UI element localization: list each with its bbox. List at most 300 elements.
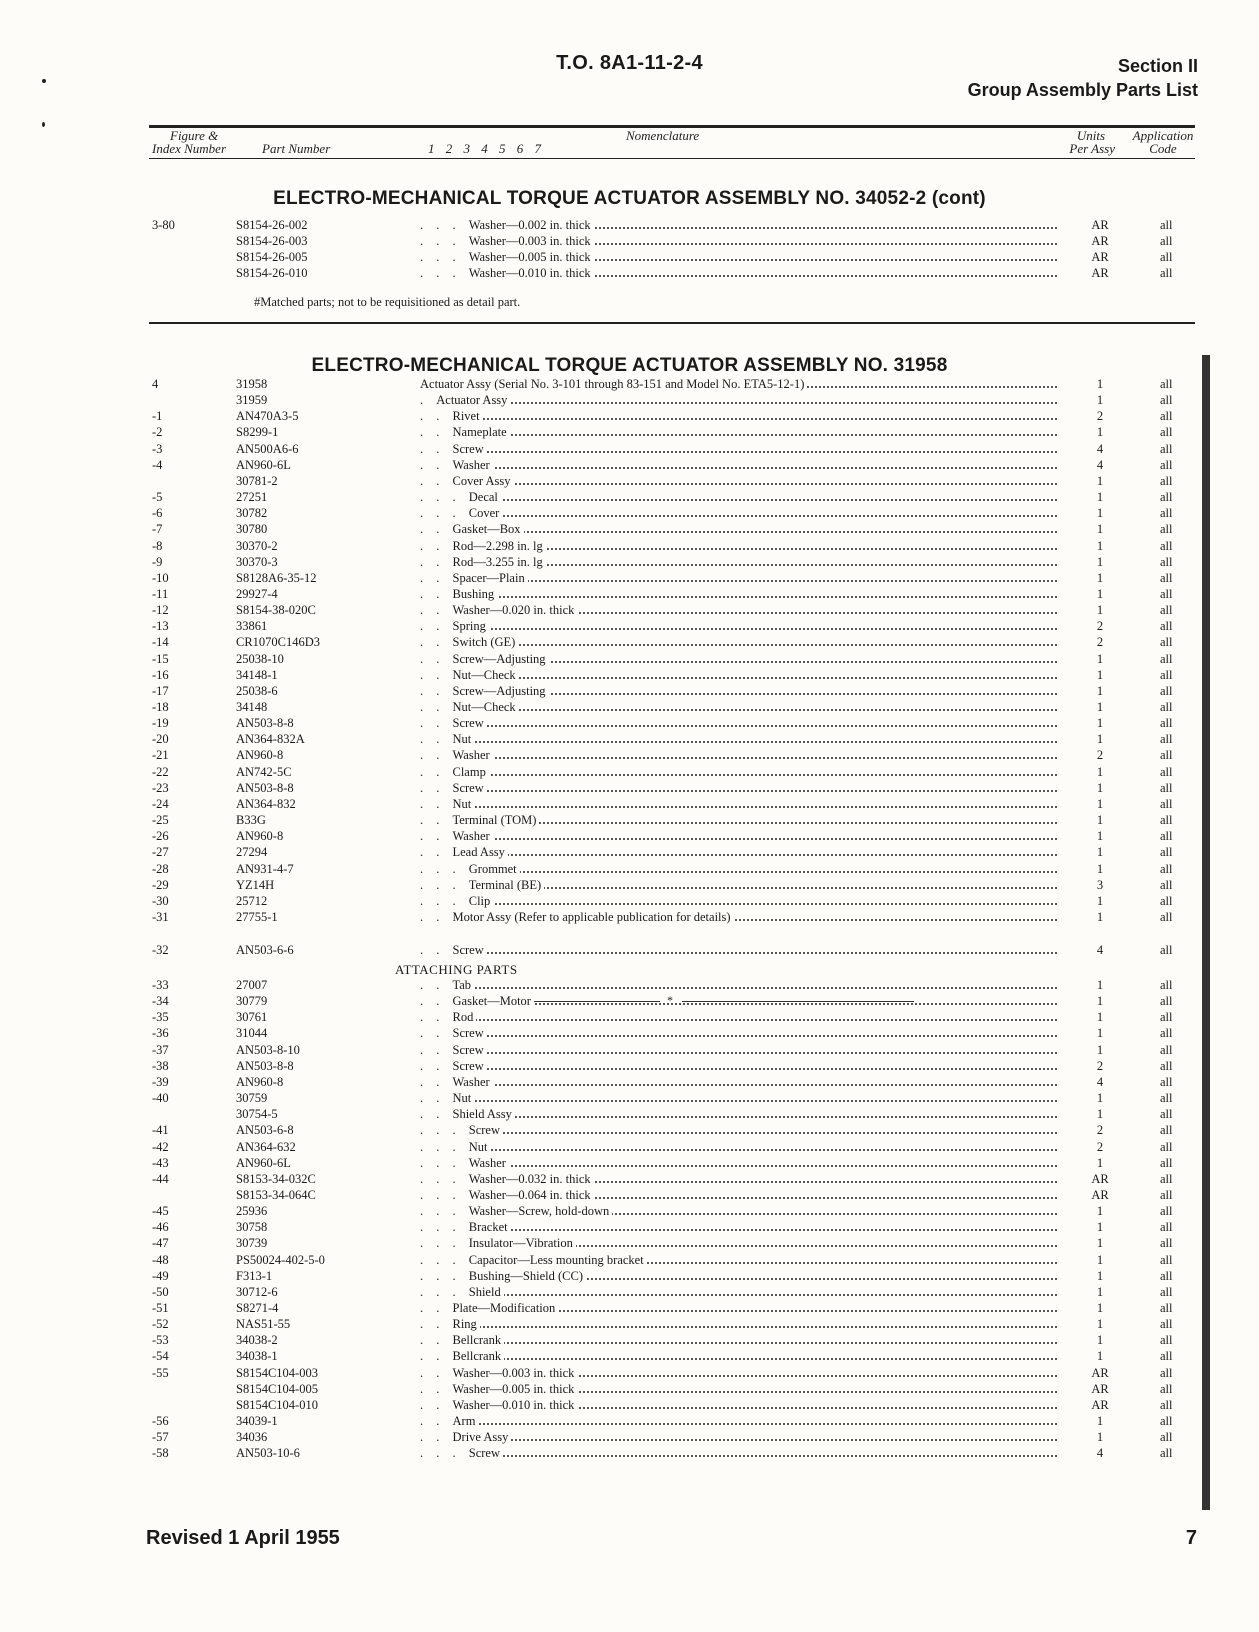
indent-marks: . . [420,1091,453,1106]
index-number: -28 [152,861,169,876]
part-name: Washer—0.032 in. thick [468,1171,591,1186]
index-number: -51 [152,1301,169,1315]
units-per-assy: 1 [1096,829,1104,844]
index-number: -22 [152,764,169,779]
index-number: -34 [152,994,169,1009]
application-code: all [1160,877,1173,892]
part-name: Rivet [452,409,480,424]
application-code: all [1160,732,1173,747]
index-number: -6 [152,506,163,521]
part-number: 31044 [236,1026,268,1041]
section-divider-rule [149,322,1195,324]
index-number: -2 [152,425,163,440]
indent-marks: . . . [420,1171,469,1186]
units-per-assy: 1 [1096,683,1104,698]
table-row [0,1397,1259,1414]
indent-marks: . . [420,943,453,957]
part-name: Screw [452,780,484,795]
application-code: all [1160,635,1173,650]
part-number: AN364-832A [236,732,305,747]
units-per-assy: 1 [1096,813,1104,828]
part-number: S8154C104-010 [236,1397,318,1412]
part-number: YZ14H [236,877,275,892]
nomenclature [420,909,1057,925]
nomenclature [420,233,1057,249]
application-code: all [1160,780,1173,795]
section-heading [968,54,1198,102]
units-per-assy: 2 [1096,619,1104,634]
part-number: 34038-1 [236,1349,278,1364]
indent-marks: . . [420,994,453,1009]
units-per-assy: AR [1091,1187,1109,1202]
part-number: 34036 [236,1430,268,1445]
part-name: Gasket—Motor [452,994,531,1009]
indent-marks: . . [420,700,453,714]
indent-marks: . . [420,732,453,747]
units-per-assy: 1 [1096,716,1104,731]
table-row [0,457,1259,474]
application-code: all [1160,748,1173,763]
table-row [0,1445,1259,1462]
nomenclature [420,651,1057,667]
table-row [0,844,1259,861]
part-name: Terminal (BE) [468,877,542,892]
nomenclature [420,1171,1057,1187]
units-per-assy: 1 [1096,780,1104,795]
units-per-assy: 1 [1096,603,1104,618]
table-row [0,1300,1259,1317]
application-code: all [1160,1317,1173,1332]
index-number: -30 [152,893,169,908]
table-row [0,1171,1259,1188]
application-code: all [1160,651,1173,666]
part-name: Washer [452,1074,490,1089]
part-name: Screw—Adjusting [452,683,546,698]
indent-marks: . . [420,813,453,828]
table-row [0,1413,1259,1430]
leader-dots [420,596,1057,598]
application-code: all [1160,943,1173,957]
part-name: Washer—0.010 in. thick [468,266,591,281]
leader-dots [420,1035,1057,1037]
nomenclature [420,1284,1057,1300]
nomenclature [420,893,1057,909]
units-per-assy: 1 [1096,1333,1104,1348]
nomenclature [420,1397,1057,1413]
table-row [0,1332,1259,1349]
table-row [0,505,1259,522]
indent-marks: . . . [420,1139,469,1154]
table-row [0,233,1259,250]
part-number: 34039-1 [236,1414,278,1429]
part-number: S8299-1 [236,425,279,440]
index-number: -37 [152,1042,169,1057]
index-number: 3-80 [152,218,175,232]
part-name: Plate—Modification [452,1301,556,1315]
part-number: CR1070C146D3 [236,635,321,650]
indent-marks: . [420,393,437,408]
units-per-assy: 1 [1096,1414,1104,1429]
index-number: -54 [152,1349,169,1364]
table-row [0,1284,1259,1301]
part-name: Washer—Screw, hold-down [468,1204,610,1219]
part-number: S8154-26-005 [236,250,308,265]
application-code: all [1160,266,1173,281]
nomenclature [420,1155,1057,1171]
col-units-per-assy: Units Per Assy [1069,128,1115,156]
nomenclature [420,1300,1057,1316]
indent-marks: . . [420,1010,453,1025]
application-code: all [1160,377,1173,391]
part-name: Terminal (TOM) [452,813,537,828]
application-code: all [1160,716,1173,731]
indent-marks: . . . [420,1268,469,1283]
application-code: all [1160,1026,1173,1041]
leader-dots [420,1294,1057,1296]
table-row [0,489,1259,506]
application-code: all [1160,234,1173,249]
units-per-assy: 3 [1096,877,1104,892]
table-row [0,265,1259,282]
scan-speck [42,122,45,127]
index-number: -50 [152,1284,169,1299]
index-number: -24 [152,796,169,811]
index-number: -23 [152,780,169,795]
table-row [0,942,1259,959]
part-name: Ring [452,1317,477,1332]
part-name: Nut—Check [452,700,516,714]
indent-marks: . . . [420,1123,469,1138]
units-per-assy: 1 [1096,667,1104,682]
table-row [0,1090,1259,1107]
nomenclature [420,489,1057,505]
units-per-assy: 2 [1096,1139,1104,1154]
part-name: Shield Assy [452,1107,512,1122]
leader-dots [420,418,1057,420]
table-row [0,586,1259,603]
index-number: -53 [152,1333,169,1348]
leader-dots [420,854,1057,856]
nomenclature [420,1009,1057,1025]
indent-marks: . . [420,764,453,779]
application-code: all [1160,1268,1173,1283]
part-number: AN503-8-8 [236,716,294,731]
part-name: Screw [452,716,484,731]
part-name: Grommet [468,861,517,876]
application-code: all [1160,1220,1173,1235]
application-code: all [1160,570,1173,585]
units-per-assy: AR [1091,234,1109,249]
table-row [0,796,1259,813]
nomenclature [420,249,1057,265]
part-name: Washer—0.064 in. thick [468,1187,591,1202]
nomenclature [420,634,1057,650]
nomenclature [420,977,1057,993]
nomenclature [420,424,1057,440]
leader-dots [420,838,1057,840]
units-per-assy: 1 [1096,893,1104,908]
application-code: all [1160,457,1173,472]
index-number: -3 [152,441,163,456]
application-code: all [1160,829,1173,844]
part-number: 27755-1 [236,909,278,924]
application-code: all [1160,1042,1173,1057]
nomenclature [420,408,1057,424]
part-number: B33G [236,813,266,828]
index-number: 4 [152,377,159,391]
units-per-assy: 1 [1096,1220,1104,1235]
part-number: F313-1 [236,1268,273,1283]
nomenclature [420,586,1057,602]
application-code: all [1160,506,1173,521]
units-per-assy: 1 [1096,570,1104,585]
units-per-assy: 1 [1096,538,1104,553]
part-number: AN470A3-5 [236,409,299,424]
part-name: Nut [452,1091,472,1106]
index-number: -18 [152,700,169,714]
part-number: 30754-5 [236,1107,278,1122]
part-number: 30712-6 [236,1284,278,1299]
part-name: Screw [452,1026,484,1041]
leader-dots [420,806,1057,808]
application-code: all [1160,1107,1173,1122]
units-per-assy: 1 [1096,978,1104,992]
index-number: -57 [152,1430,169,1445]
table-row [0,1155,1259,1172]
part-number: 27294 [236,845,268,860]
application-code: all [1160,1414,1173,1429]
indent-marks: . . . [420,218,469,232]
indent-marks: . . [420,978,453,992]
table-row [0,376,1259,393]
units-per-assy: 1 [1096,377,1104,391]
index-number: -15 [152,651,169,666]
table-row [0,1381,1259,1398]
table-row [0,1316,1259,1333]
index-number: -33 [152,978,169,992]
indent-marks: . . . [420,1220,469,1235]
table-row [0,993,1259,1010]
part-name: Actuator Assy (Serial No. 3-101 through 83-151 and Model No. ETA5-12-1) [420,377,805,391]
index-number: -14 [152,635,169,650]
index-number: -49 [152,1268,169,1283]
part-name: Washer [452,748,490,763]
part-number: 30780 [236,522,268,537]
units-per-assy: 1 [1096,1010,1104,1025]
indent-marks: . . . [420,234,469,249]
index-number: -20 [152,732,169,747]
part-number: 34148 [236,700,268,714]
section-label: Section II [1117,56,1198,76]
indent-marks: . . [420,570,453,585]
units-per-assy: AR [1091,1381,1109,1396]
nomenclature [420,667,1057,683]
document-number: T.O. 8A1-11-2-4 [556,52,703,74]
units-per-assy: 1 [1096,393,1104,408]
leader-dots [420,774,1057,776]
leader-dots [420,1423,1057,1425]
units-per-assy: 1 [1096,1091,1104,1106]
application-code: all [1160,409,1173,424]
application-code: all [1160,909,1173,924]
indent-marks: . . [420,845,453,860]
table-row [0,977,1259,994]
nomenclature [420,1413,1057,1429]
nomenclature [420,1042,1057,1058]
table-row [0,1235,1259,1252]
units-per-assy: AR [1091,1397,1109,1412]
table-row [0,521,1259,538]
index-number: -4 [152,457,163,472]
part-number: AN503-8-8 [236,1058,294,1073]
leader-dots [420,1084,1057,1086]
table-row [0,715,1259,732]
part-number: 27251 [236,490,268,505]
units-per-assy: 1 [1096,764,1104,779]
part-name: Screw [452,441,484,456]
part-number: S8154C104-003 [236,1365,318,1380]
part-number: S8154-26-002 [236,218,308,232]
nomenclature [420,457,1057,473]
units-per-assy: AR [1091,1171,1109,1186]
leader-dots [420,483,1057,485]
part-name: Decal [468,490,498,505]
units-per-assy: 4 [1096,1446,1104,1461]
part-number: 30781-2 [236,473,278,488]
application-code: all [1160,619,1173,634]
application-code: all [1160,1236,1173,1251]
indent-marks: . . . [420,1204,469,1219]
col-application-code: Application Code [1132,128,1194,156]
revision-change-bar [1202,355,1210,1510]
nomenclature [420,1219,1057,1235]
leader-dots [420,1229,1057,1231]
leader-dots [420,1100,1057,1102]
nomenclature [420,1316,1057,1332]
nomenclature [420,1365,1057,1381]
units-per-assy: 2 [1096,1058,1104,1073]
nomenclature [420,217,1057,233]
leader-dots [420,1439,1057,1441]
part-number: 29927-4 [236,586,278,601]
indent-marks: . . [420,1397,453,1412]
part-number: 25936 [236,1204,268,1219]
index-number: -17 [152,683,169,698]
nomenclature [420,618,1057,634]
nomenclature [420,1332,1057,1348]
part-name: Washer—0.020 in. thick [452,603,575,618]
part-number: S8154-26-010 [236,266,308,281]
table-row [0,1122,1259,1139]
part-number: AN503-6-8 [236,1123,294,1138]
part-number: 30370-2 [236,538,278,553]
index-number: -1 [152,409,163,424]
part-number: AN503-10-6 [236,1446,300,1461]
part-number: AN960-8 [236,829,284,844]
units-per-assy: 1 [1096,522,1104,537]
indent-marks: . . [420,603,453,618]
nomenclature [420,1429,1057,1445]
part-number: S8153-34-064C [236,1187,316,1202]
nomenclature [420,392,1057,408]
part-name: Lead Assy [452,845,505,860]
part-number: 31958 [236,377,268,391]
part-name: Rod—3.255 in. lg [452,554,543,569]
index-number: -39 [152,1074,169,1089]
indent-marks: . . [420,748,453,763]
application-code: all [1160,813,1173,828]
table-row [0,1009,1259,1026]
units-per-assy: 1 [1096,586,1104,601]
part-name: Washer—0.005 in. thick [452,1381,575,1396]
units-per-assy: 1 [1096,700,1104,714]
units-per-assy: 1 [1096,425,1104,440]
nomenclature [420,993,1057,1009]
application-code: all [1160,1430,1173,1445]
units-per-assy: 1 [1096,1349,1104,1364]
index-number: -32 [152,943,169,957]
nomenclature [420,1122,1057,1138]
units-per-assy: 1 [1096,651,1104,666]
units-per-assy: 2 [1096,409,1104,424]
table-row [0,1058,1259,1075]
nomenclature [420,1445,1057,1461]
table-row [0,1365,1259,1382]
indent-marks: . . [420,1107,453,1122]
index-number: -12 [152,603,169,618]
leader-dots [420,1342,1057,1344]
application-code: all [1160,978,1173,992]
table-row [0,861,1259,878]
part-name: Bellcrank [452,1349,502,1364]
indent-marks: . . . [420,1446,469,1461]
units-per-assy: AR [1091,250,1109,265]
part-name: Motor Assy (Refer to applicable publication for details) [452,909,731,924]
application-code: all [1160,393,1173,408]
table-row [0,392,1259,409]
application-code: all [1160,845,1173,860]
leader-dots [420,1326,1057,1328]
nomenclature [420,828,1057,844]
index-number: -42 [152,1139,169,1154]
table-row [0,1106,1259,1123]
part-name: Washer—0.005 in. thick [468,250,591,265]
table-row [0,1074,1259,1091]
leader-dots [420,903,1057,905]
part-number: 34038-2 [236,1333,278,1348]
application-code: all [1160,1171,1173,1186]
application-code: all [1160,218,1173,232]
application-code: all [1160,1446,1173,1461]
indent-marks: . . . [420,506,469,521]
index-number: -41 [152,1123,169,1138]
table-row [0,473,1259,490]
matched-parts-note: #Matched parts; not to be requisitioned as detail part. [254,295,521,309]
part-name: Arm [452,1414,476,1429]
application-code: all [1160,861,1173,876]
table-row [0,441,1259,458]
table-row [0,634,1259,651]
part-name: Washer—0.010 in. thick [452,1397,575,1412]
part-number: AN960-8 [236,748,284,763]
indent-marks: . . . [420,1187,469,1202]
part-name: Shield [468,1284,501,1299]
table-row [0,249,1259,266]
indent-marks: . . . [420,266,469,281]
part-name: Screw [468,1123,500,1138]
part-name: Nut—Check [452,667,516,682]
units-per-assy: 1 [1096,909,1104,924]
